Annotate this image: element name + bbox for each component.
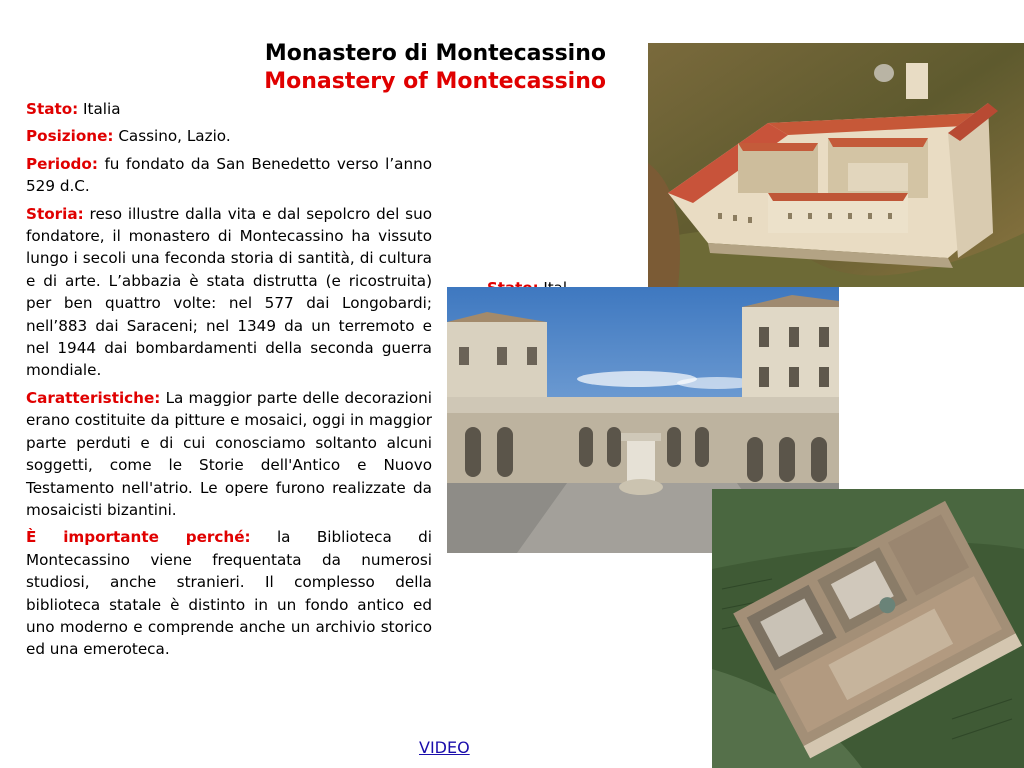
video-link[interactable]: VIDEO: [419, 738, 470, 757]
abbey-aerial-photo: [648, 43, 1024, 287]
field-label: Stato:: [26, 100, 79, 118]
title-english: Monastery of Montecassino: [264, 69, 606, 94]
field-text: reso illustre dalla vita e dal sepolcro del suo fondatore, il monastero di Montecassino ha vissuto lungo i secoli una feconda storia di santità, di cultura e di arte. L’abbazia è stata distrutta (e ricostruita) per ben quattro volte: nel 577 dai Longobardi; nell’883 dai Saraceni; nel 1349 da un terremoto e nel 1944 dai bombardamenti della seconda guerra mondiale.: [26, 204, 433, 380]
field-storia: [26, 203, 432, 382]
field-text: Italia: [83, 100, 121, 118]
field-text: La maggior parte delle decorazioni erano costituite da pitture e mosaici, oggi in maggior parte perduti e di cui conosciamo soltanto alcuni soggetti, come le Storie dell'Antico e Nuovo Testamento nell'atrio. Le opere furono realizzate da mosaicisti bizantini.: [26, 388, 433, 519]
description-column: [26, 98, 432, 666]
page-title: [264, 40, 606, 96]
field-periodo: [26, 153, 432, 198]
field-stato: [26, 98, 432, 120]
field-label: Posizione:: [26, 127, 114, 146]
field-posizione: [26, 125, 432, 147]
field-caratteristiche: [26, 387, 432, 521]
field-label: Caratteristiche:: [26, 388, 161, 407]
satellite-photo: [712, 489, 1024, 768]
field-label: Periodo:: [26, 154, 98, 173]
field-text: Cassino, Lazio.: [118, 127, 231, 146]
title-italian: Monastero di Montecassino: [264, 41, 606, 66]
field-label: È importante perché:: [26, 528, 251, 547]
field-text: fu fondato da San Benedetto verso l’anno 529 d.C.: [26, 154, 432, 196]
field-label: Storia:: [26, 204, 84, 223]
field-text: la Biblioteca di Montecassino viene frequentata da numerosi studiosi, anche stranieri. Il complesso della biblioteca statale è distinto in un fondo antico ed uno moderno e comprende anche un archivio storico ed una emeroteca.: [26, 528, 433, 659]
field-importante: [26, 526, 432, 660]
